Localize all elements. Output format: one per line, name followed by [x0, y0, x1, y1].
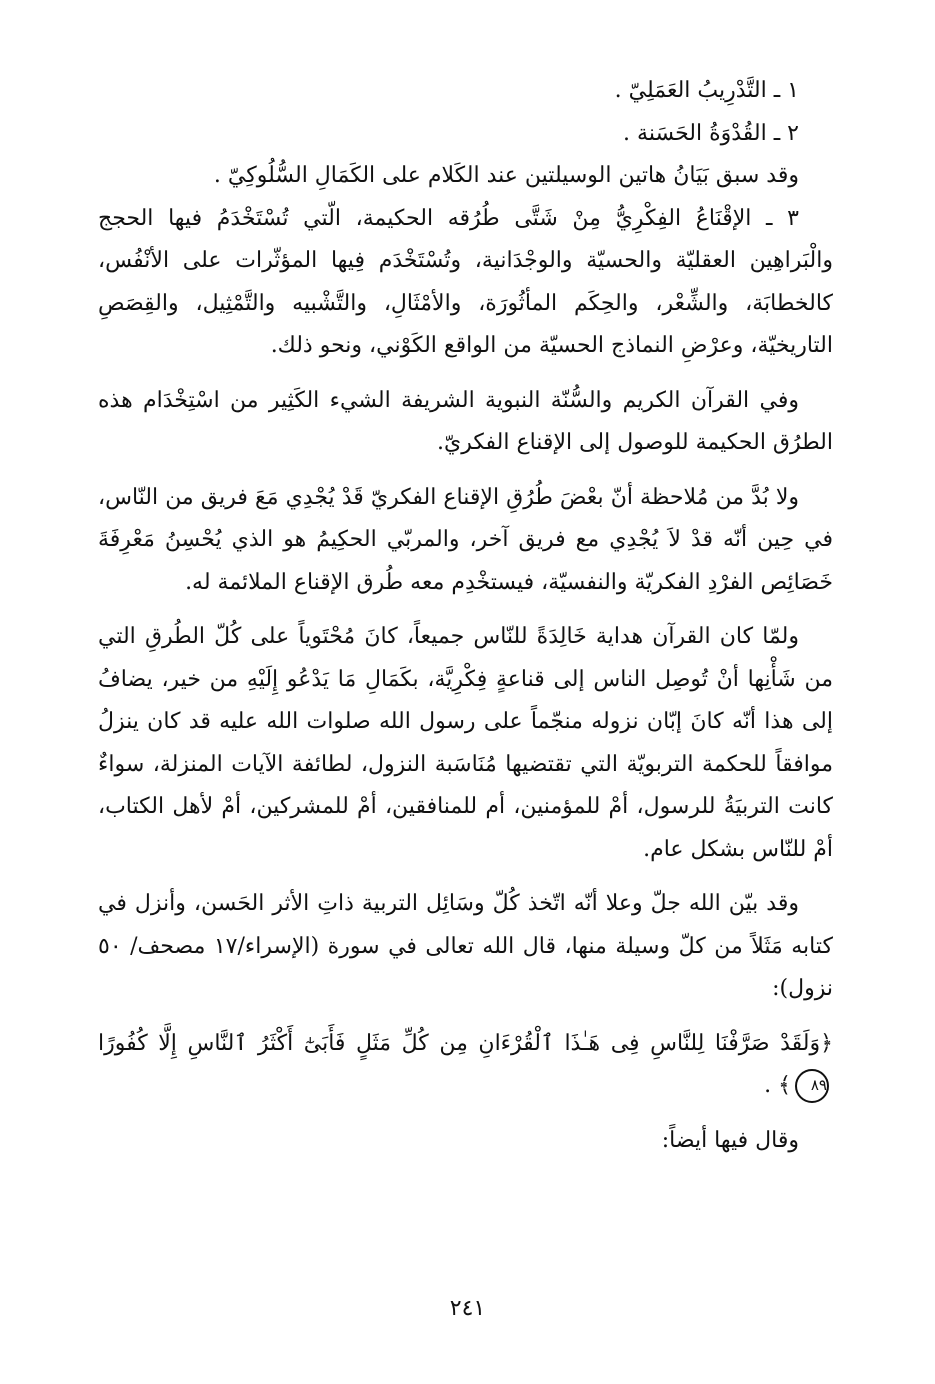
paragraph-quran-guidance: ولمّا كان القرآن هداية خَالِدَةً للنّاس جميعاً، كانَ مُحْتَوياً على كُلّ الطُرقِ التي من شَأْنِها أنْ تُوصِل الناس إلى قناعةٍ فِكْرِيَّة، بكَمَالِ مَا يَدْعُو إِلَيْهِ من خير، يضافُ إلى هذا أنّه كانَ إبّان نزوله منجّماً على رسول الله صلوات الله عليه قد كان ينزلُ موافقاً للحكمة التربويّة التي تقتضيها مُنَاسَبة النزول، لطائفة الآيات المنزلة، سواءٌ كانت التربيَةُ للرسول، أمْ للمؤمنين، أم للمنافقين، أمْ للمشركين، أمْ لأهل الكتاب، أمْ للنّاس بشكل عام.: [98, 624, 833, 862]
paragraph-intellectual-persuasion: ٣ ـ الإقْنَاعُ الفِكْرِيُّ مِنْ شَتَّى طُرُقه الحكيمة، الّتي تُسْتَخْدَمُ فيها الحجج والْبَراهِين العقليّة والحسيّة والوجْدَانية، وتُسْتَخْدَم فِيها المؤثّرات على الأنْفُس، كالخطابَة، والشِّعْر، والحِكَم المأثُورَة، والأمْثَالِ، والتَّشْبيه والتَّمْثِيل، والقِصَصِ التاريخيّة، وعرْضِ النماذج الحسيّة من الواقع الكَوْني، ونحو ذلك.: [98, 205, 833, 358]
closing-line: وقال فيها أيضاً:: [661, 1127, 799, 1153]
quran-verse: [98, 1023, 833, 1108]
quran-verse-text: ﴿وَلَقَدْ صَرَّفْنَا لِلنَّاسِ فِى هَـٰذَا ٱلْقُرْءَانِ مِن كُلِّ مَثَلٍ فَأَبَىٰٓ أَكْثَرُ ٱلنَّاسِ إِلَّا كُفُورًا: [98, 1030, 833, 1056]
quran-verse-closing: ﴾ .: [764, 1073, 791, 1098]
list-item-good-example: ٢ ـ القُدْوَةُ الحَسَنة .: [623, 120, 799, 146]
paragraph-educational-means: وقد بيّن الله جلّ وعلا أنّه اتّخذ كُلّ وسَائِل التربية ذاتِ الأثر الحَسن، وأنزل في كتابه مَثَلاً من كلّ وسيلة منها، قال الله تعالى في سورة (الإسراء/١٧ مصحف/ ٥٠ نزول):: [98, 891, 833, 1001]
list-item-practical-training: ١ ـ التَّدْرِيبُ العَمَلِيّ .: [614, 78, 799, 103]
paragraph-persuasion-methods: ولا بُدَّ من مُلاحظة أنّ بعْضَ طُرُقِ الإقناع الفكريّ قَدْ يُجْدِي مَعَ فريق من النّاس، في حِين أنّه قدْ لاَ يُجْدِي مع فريق آخر، والمربّي الحكِيمُ هو الذي يُحْسِنُ مَعْرِفَةَ خَصَائِص الفرْدِ الفكريّة والنفسيّة، فيستخْدِم معه طُرق الإقناع الملائمة له.: [98, 484, 833, 595]
page-number: ٢٤١: [449, 1296, 486, 1321]
paragraph-previous-mention: وقد سبق بَيَانُ هاتين الوسيلتين عند الكَلام على الكَمَالِ السُّلُوكِيّ .: [213, 163, 799, 188]
ayah-number-marker: ٨٩: [795, 1069, 829, 1103]
page-body: [98, 70, 833, 1162]
paragraph-quran-sunnah: وفي القرآن الكريم والسُّنّة النبوية الشريفة الشيء الكَثِير من اسْتِخْدَام هذه الطرُق الحكيمة للوصول إلى الإقناع الفكريّ.: [98, 387, 833, 455]
